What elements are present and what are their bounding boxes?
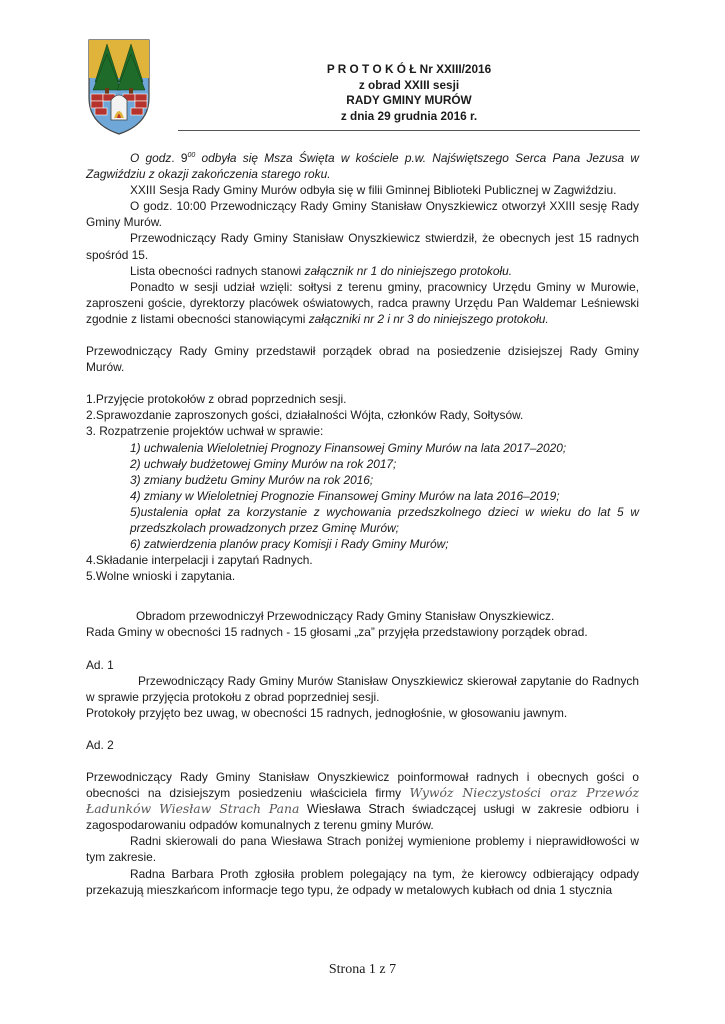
spacer [86,584,639,608]
agenda-subitem: 6) zatwierdzenia planów pracy Komisji i Rady Gminy Murów; [130,537,449,552]
quorum-paragraph: Przewodniczący Rady Gminy Stanisław Onyszkiewicz stwierdził, że obecnych jest 15 radnych spośród 15. [86,231,639,262]
attendance-attachment: załącznik nr 1 do niniejszego protokołu. [304,263,513,278]
mass-text-b: . 9 [171,151,188,165]
participants-attachment: załączniki nr 2 i nr 3 do niniejszego protokołu [308,311,546,326]
document-body [86,150,639,898]
ad1-question-paragraph: Przewodniczący Rady Gminy Murów Stanisław Onyszkiewicz skierował zapytanie do Radnych w sprawie przyjęcia protokołu z obrad poprzedniej sesji. [86,673,639,704]
ad1-result-paragraph: Protokoły przyjęto bez uwag, w obecności 15 radnych, jednogłośnie, w głosowaniu jawnym. [86,705,568,720]
ad2-proth-paragraph: Radna Barbara Proth zgłosiła problem polegający na tym, że kierowcy odbierający odpady przekazują mieszkańcom informacje tego typu, że odpady w metalowych kubłach od dnia 1 stycznia [86,866,639,897]
agenda-approval-paragraph: Rada Gminy w obecności 15 radnych - 15 głosami „za” przyjęła przedstawiony porządek obrad. [86,625,588,640]
mass-time-superscript: 00 [187,152,196,160]
agenda-item: 5.Wolne wnioski i zapytania. [86,569,236,584]
participants-paragraph [86,279,639,327]
ad2-heading: Ad. 2 [86,737,114,752]
mass-text-a: O godz [130,151,172,165]
header-divider [178,130,640,131]
session-date: z dnia 29 grudnia 2016 r. [340,108,478,123]
participants-text: Ponadto w sesji udział wzięli: sołtysi z terenu gminy, pracownicy Urzędu Gminy w Murowie, zaproszeni goście, dyrektorzy placówek oświatowych, radca prawny Urzędu Pan Waldemar Leśniewski zgodnie z listami obecności stanowiącymi [86,279,639,326]
spacer [86,641,639,657]
spacer [86,327,639,343]
protocol-number-title: P R O T O K Ó Ł Nr XXIII/2016 [326,62,492,76]
agenda-item: 1.Przyjęcie protokołów z obrad poprzednich sesji. [86,392,347,407]
spacer [86,753,639,769]
agenda-item: 2.Sprawozdanie zaproszonych gości, działalności Wójta, członków Rady, Sołtysów. [86,408,524,423]
ad1-heading: Ad. 1 [86,657,114,672]
intro-mass-paragraph [86,150,639,182]
agenda-intro-paragraph: Przewodniczący Rady Gminy przedstawił porządek obrad na posiedzenie dzisiejszej Rady Gminy Murów. [86,344,639,375]
agenda-item: 3. Rozpatrzenie projektów uchwał w sprawie: [86,424,324,439]
coat-of-arms-logo [87,38,151,136]
ad2-info-end: świadczącej usługi w zakresie odbioru i zagospodarowaniu odpadów komunalnych z terenu gminy Murów. [86,802,639,833]
agenda-subitem: 2) uchwały budżetowej Gminy Murów na rok 2017; [130,456,397,471]
page-number-footer: Strona 1 z 7 [328,962,397,977]
attendance-list-paragraph [86,263,639,279]
agenda-item: 4.Składanie interpelacji i zapytań Radnych. [86,553,313,568]
agenda-subitem: 3) zmiany budżetu Gminy Murów na rok 2016; [130,472,374,487]
ad2-info-text: Przewodniczący Rady Gminy Stanisław Onyszkiewicz poinformował radnych i obecnych gości o obecności na dzisiejszym posiedzeniu właściciela firmy [86,770,639,801]
session-location-paragraph: XXIII Sesja Rady Gminy Murów odbyła się w filii Gminnej Biblioteki Publicznej w Zagwiździu. [130,183,617,198]
spacer [86,375,639,391]
session-opening-paragraph: O godz. 10:00 Przewodniczący Rady Gminy Stanisław Onyszkiewicz otworzył XXIII sesję Rady Gminy Murów. [86,199,639,230]
agenda-subitems [86,440,639,553]
participants-end: . [545,311,549,326]
document-header [178,62,640,124]
spacer [86,721,639,737]
company-name: Wywóz Nieczystości oraz Przewóz Ładunków Wiesław Strach Pana [86,785,639,817]
chair-paragraph: Obradom przewodniczył Przewodniczący Rady Gminy Stanisław Onyszkiewicz. [136,609,555,624]
mass-text-c: odbyła się Msza Święta w kościele p.w. Najświętszego Serca Pana Jezusa w Zagwiździu z okazji zakończenia starego roku. [86,151,639,182]
owner-name: Wiesława Strach [299,802,405,817]
council-name: RADY GMINY MURÓW [346,93,472,108]
session-subtitle: z obrad XXIII sesji [358,77,460,92]
ad2-info-paragraph [86,769,639,833]
ad2-problems-paragraph: Radni skierowali do pana Wiesława Strach poniżej wymienione problemy i nieprawidłowości w tym zakresie. [86,834,639,865]
attendance-text: Lista obecności radnych stanowi [130,263,305,278]
agenda-subitem: 1) uchwalenia Wieloletniej Prognozy Finansowej Gminy Murów na lata 2017–2020; [130,440,567,455]
agenda-subitem: 5)ustalenia opłat za korzystanie z wychowania przedszkolnego dzieci w wieku do lat 5 w przedszkolach prowadzonych przez Gminę Murów; [130,504,639,535]
agenda-subitem: 4) zmiany w Wieloletniej Prognozie Finansowej Gminy Murów na lata 2016–2019; [130,488,560,503]
